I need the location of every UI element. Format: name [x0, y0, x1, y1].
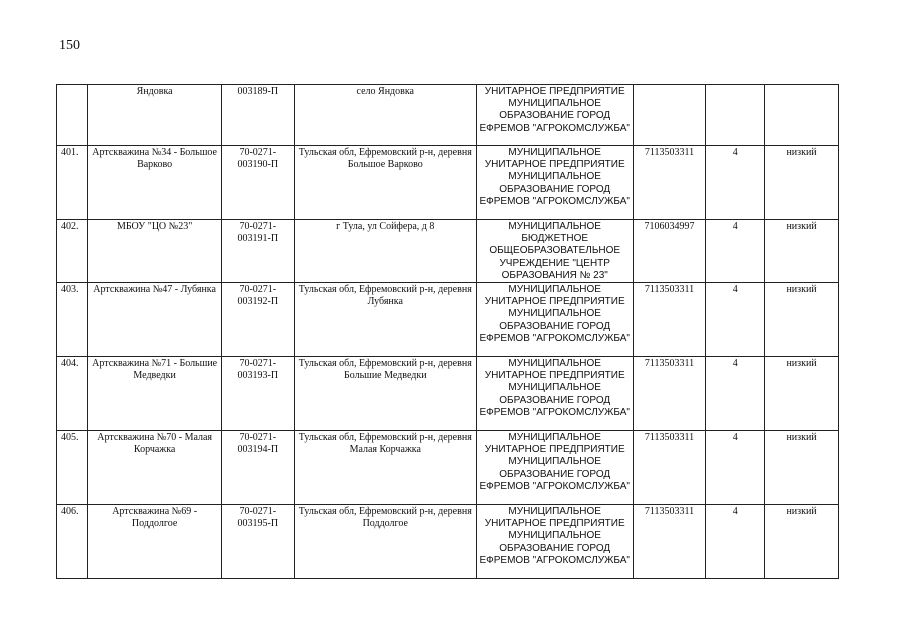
- operator-inn: 7113503311: [633, 431, 706, 505]
- risk-level: низкий: [765, 505, 839, 579]
- object-category: 4: [706, 505, 765, 579]
- object-address: Тульская обл, Ефремовский р-н, деревня Малая Корчажка: [294, 431, 476, 505]
- object-category: 4: [706, 146, 765, 220]
- object-name: МБОУ "ЦО №23": [88, 220, 222, 283]
- registry-table: [56, 84, 839, 579]
- object-category: 4: [706, 431, 765, 505]
- registration-code: 70-0271-003191-П: [221, 220, 294, 283]
- risk-level: [765, 85, 839, 146]
- row-number: 405.: [57, 431, 88, 505]
- registration-code: 70-0271-003195-П: [221, 505, 294, 579]
- row-number: 404.: [57, 357, 88, 431]
- risk-level: низкий: [765, 220, 839, 283]
- operator-inn: 7113503311: [633, 505, 706, 579]
- registration-code: 003189-П: [221, 85, 294, 146]
- operator-inn: 7113503311: [633, 146, 706, 220]
- object-address: Тульская обл, Ефремовский р-н, деревня Большое Варково: [294, 146, 476, 220]
- table-row: [57, 283, 839, 357]
- operator-name: МУНИЦИПАЛЬНОЕ УНИТАРНОЕ ПРЕДПРИЯТИЕ МУНИЦИПАЛЬНОЕ ОБРАЗОВАНИЕ ГОРОД ЕФРЕМОВ "АГРОКОМСЛУЖБА": [476, 505, 633, 579]
- risk-level: низкий: [765, 431, 839, 505]
- operator-inn: 7106034997: [633, 220, 706, 283]
- registration-code: 70-0271-003192-П: [221, 283, 294, 357]
- registration-code: 70-0271-003190-П: [221, 146, 294, 220]
- operator-name: МУНИЦИПАЛЬНОЕ УНИТАРНОЕ ПРЕДПРИЯТИЕ МУНИЦИПАЛЬНОЕ ОБРАЗОВАНИЕ ГОРОД ЕФРЕМОВ "АГРОКОМСЛУЖБА": [476, 283, 633, 357]
- row-number: 406.: [57, 505, 88, 579]
- object-name: Артскважина №34 - Большое Варково: [88, 146, 222, 220]
- table-row: [57, 85, 839, 146]
- operator-inn: 7113503311: [633, 357, 706, 431]
- object-category: 4: [706, 357, 765, 431]
- operator-name: МУНИЦИПАЛЬНОЕ УНИТАРНОЕ ПРЕДПРИЯТИЕ МУНИЦИПАЛЬНОЕ ОБРАЗОВАНИЕ ГОРОД ЕФРЕМОВ "АГРОКОМСЛУЖБА": [476, 357, 633, 431]
- risk-level: низкий: [765, 357, 839, 431]
- object-category: 4: [706, 283, 765, 357]
- table-row: [57, 357, 839, 431]
- operator-inn: [633, 85, 706, 146]
- object-address: село Яндовка: [294, 85, 476, 146]
- table-row: [57, 431, 839, 505]
- object-name: Артскважина №47 - Лубянка: [88, 283, 222, 357]
- object-category: 4: [706, 220, 765, 283]
- object-name: Артскважина №70 - Малая Корчажка: [88, 431, 222, 505]
- operator-name: МУНИЦИПАЛЬНОЕ УНИТАРНОЕ ПРЕДПРИЯТИЕ МУНИЦИПАЛЬНОЕ ОБРАЗОВАНИЕ ГОРОД ЕФРЕМОВ "АГРОКОМСЛУЖБА": [476, 146, 633, 220]
- table-row: [57, 146, 839, 220]
- object-address: Тульская обл, Ефремовский р-н, деревня Лубянка: [294, 283, 476, 357]
- registration-code: 70-0271-003193-П: [221, 357, 294, 431]
- registration-code: 70-0271-003194-П: [221, 431, 294, 505]
- object-address: г Тула, ул Сойфера, д 8: [294, 220, 476, 283]
- operator-name: МУНИЦИПАЛЬНОЕ БЮДЖЕТНОЕ ОБЩЕОБРАЗОВАТЕЛЬНОЕ УЧРЕЖДЕНИЕ "ЦЕНТР ОБРАЗОВАНИЯ № 23": [476, 220, 633, 283]
- operator-inn: 7113503311: [633, 283, 706, 357]
- table-row: [57, 220, 839, 283]
- object-name: Артскважина №71 - Большие Медведки: [88, 357, 222, 431]
- table-row: [57, 505, 839, 579]
- object-category: [706, 85, 765, 146]
- row-number: 401.: [57, 146, 88, 220]
- object-address: Тульская обл, Ефремовский р-н, деревня Большие Медведки: [294, 357, 476, 431]
- page-number: 150: [59, 38, 80, 53]
- risk-level: низкий: [765, 146, 839, 220]
- object-name: Яндовка: [88, 85, 222, 146]
- row-number: 402.: [57, 220, 88, 283]
- object-address: Тульская обл, Ефремовский р-н, деревня Поддолгое: [294, 505, 476, 579]
- object-name: Артскважина №69 - Поддолгое: [88, 505, 222, 579]
- row-number: [57, 85, 88, 146]
- operator-name: МУНИЦИПАЛЬНОЕ УНИТАРНОЕ ПРЕДПРИЯТИЕ МУНИЦИПАЛЬНОЕ ОБРАЗОВАНИЕ ГОРОД ЕФРЕМОВ "АГРОКОМСЛУЖБА": [476, 431, 633, 505]
- row-number: 403.: [57, 283, 88, 357]
- operator-name: УНИТАРНОЕ ПРЕДПРИЯТИЕ МУНИЦИПАЛЬНОЕ ОБРАЗОВАНИЕ ГОРОД ЕФРЕМОВ "АГРОКОМСЛУЖБА": [476, 85, 633, 146]
- risk-level: низкий: [765, 283, 839, 357]
